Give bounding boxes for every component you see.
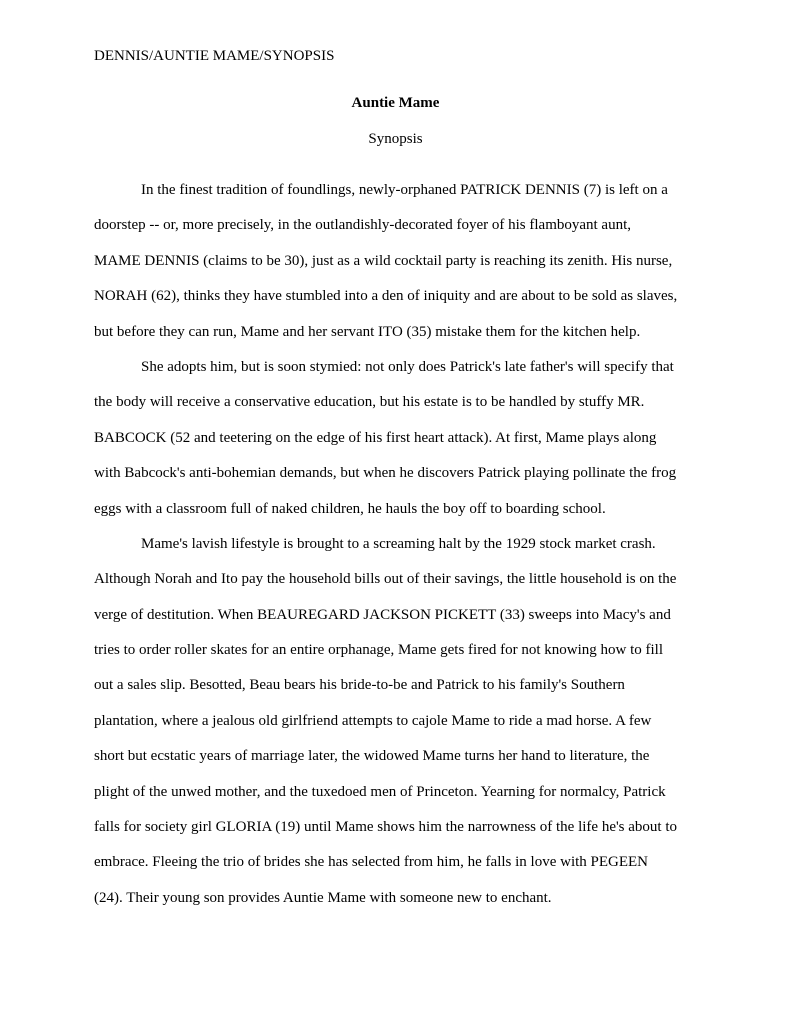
page-header: DENNIS/AUNTIE MAME/SYNOPSIS — [94, 48, 335, 64]
paragraph-2-line: eggs with a classroom full of naked children, he hauls the boy off to boarding school. — [94, 500, 606, 517]
paragraph-2-line: She adopts him, but is soon stymied: not only does Patrick's late father's will specify that — [141, 358, 674, 375]
document-title: Auntie Mame — [351, 95, 440, 111]
paragraph-3-line: Mame's lavish lifestyle is brought to a screaming halt by the 1929 stock market crash. — [141, 535, 656, 552]
paragraph-3-line: falls for society girl GLORIA (19) until Mame shows him the narrowness of the life he's about to — [94, 819, 678, 836]
paragraph-3-line: (24). Their young son provides Auntie Mame with someone new to enchant. — [94, 889, 552, 906]
paragraph-1-line: doorstep -- or, more precisely, in the outlandishly-decorated foyer of his flamboyant aunt, — [94, 217, 632, 234]
paragraph-2-line: the body will receive a conservative education, but his estate is to be handled by stuffy MR. — [94, 394, 645, 411]
paragraph-1-line: NORAH (62), thinks they have stumbled into a den of iniquity and are about to be sold as slaves, — [94, 288, 678, 305]
document-subtitle: Synopsis — [368, 131, 423, 147]
paragraph-3-line: verge of destitution. When BEAUREGARD JACKSON PICKETT (33) sweeps into Macy's and — [94, 606, 671, 623]
paragraph-1-line: but before they can run, Mame and her servant ITO (35) mistake them for the kitchen help. — [94, 323, 641, 340]
paragraph-3-line: Although Norah and Ito pay the household bills out of their savings, the little household is on the — [94, 571, 677, 588]
paragraph-3-line: short but ecstatic years of marriage later, the widowed Mame turns her hand to literature, the — [94, 748, 650, 765]
paragraph-3-line: embrace. Fleeing the trio of brides she has selected from him, he falls in love with PEGEEN — [94, 854, 649, 871]
paragraph-1-line: In the finest tradition of foundlings, newly-orphaned PATRICK DENNIS (7) is left on a — [141, 182, 668, 198]
synopsis-body — [94, 181, 698, 924]
paragraph-2-line: with Babcock's anti-bohemian demands, but when he discovers Patrick playing pollinate the frog — [94, 465, 677, 482]
paragraph-2-line: BABCOCK (52 and teetering on the edge of his first heart attack). At first, Mame plays along — [94, 429, 657, 446]
paragraph-3-line: out a sales slip. Besotted, Beau bears his bride-to-be and Patrick to his family's Southern — [94, 677, 625, 694]
paragraph-3-line: plight of the unwed mother, and the tuxedoed men of Princeton. Yearning for normalcy, Patrick — [94, 783, 666, 800]
paragraph-3-line: tries to order roller skates for an entire orphanage, Mame gets fired for not knowing how to fill — [94, 642, 663, 659]
paragraph-1-line: MAME DENNIS (claims to be 30), just as a wild cocktail party is reaching its zenith. His nurse, — [94, 252, 673, 269]
paragraph-3-line: plantation, where a jealous old girlfriend attempts to cajole Mame to ride a mad horse. A few — [94, 712, 652, 729]
